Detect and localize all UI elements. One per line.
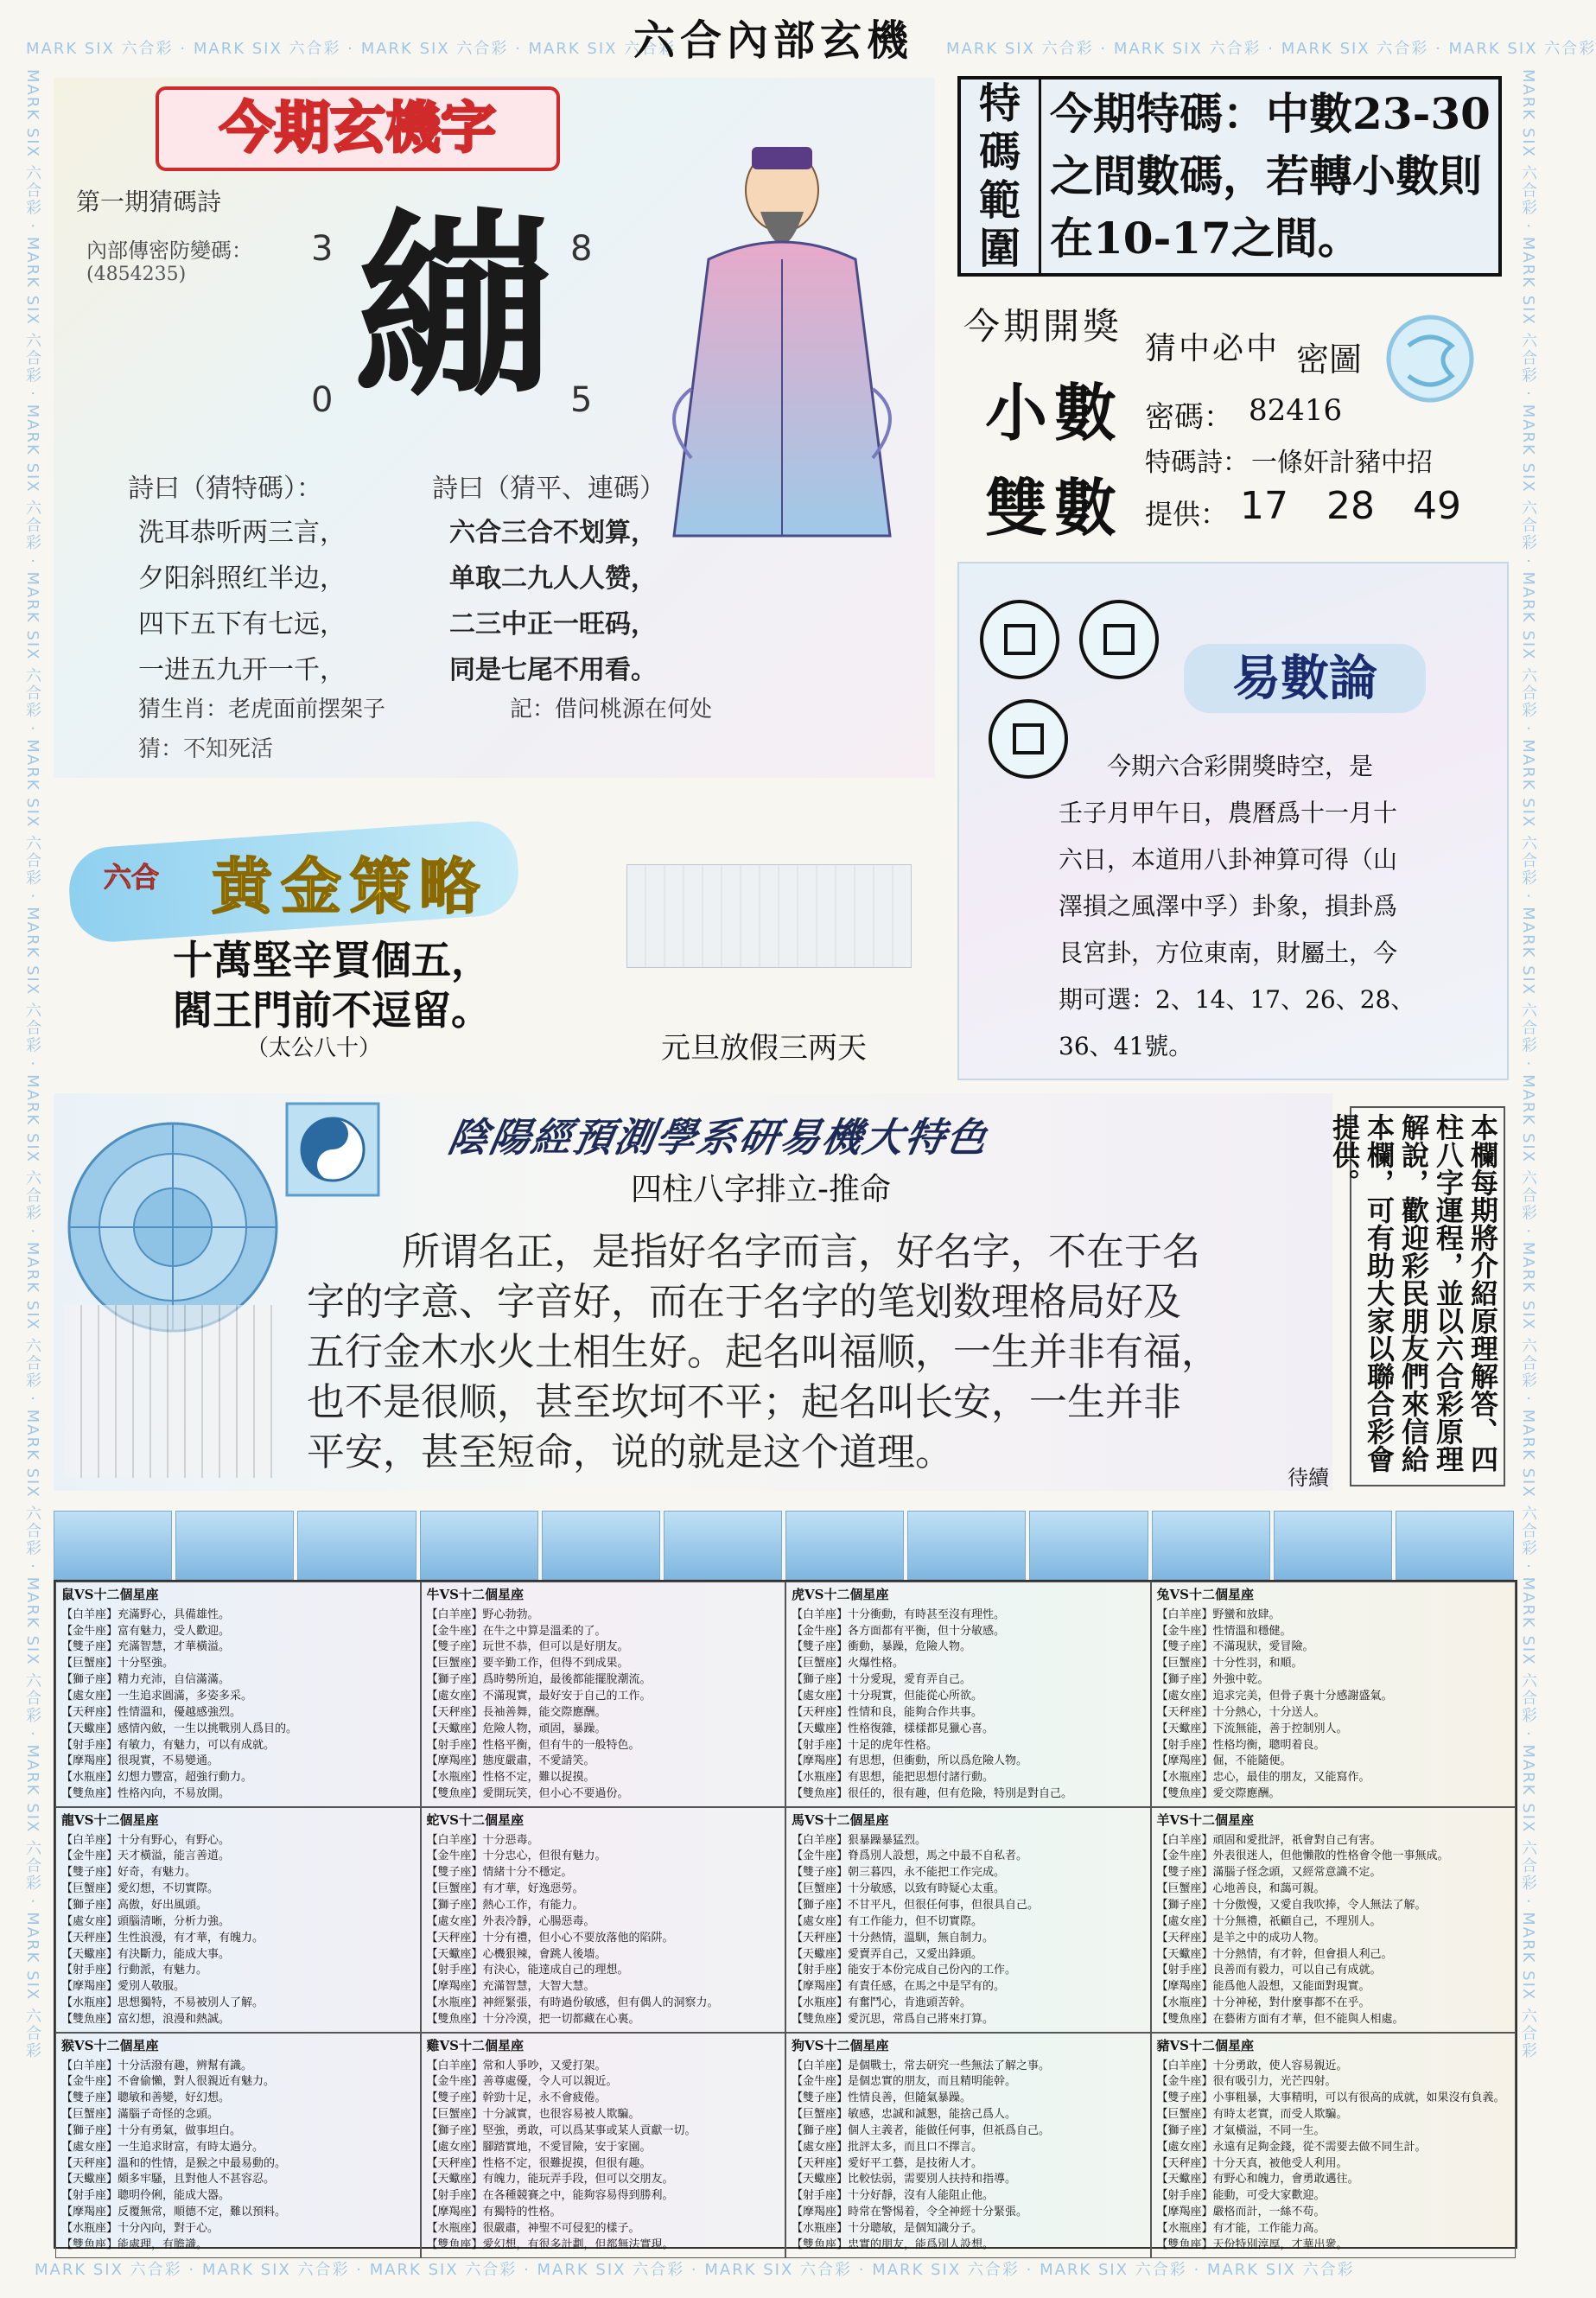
label-char: 特 xyxy=(978,80,1021,128)
cell-line: 【雙子座】充滿智慧，才華橫溢。 xyxy=(61,1640,231,1654)
cell-line: 【雙魚座】愛沉思，常爲自己將來打算。 xyxy=(792,2012,995,2026)
poem-header-left: 詩曰（猜特碼）： xyxy=(128,474,322,504)
corner-digit-bl: 0 xyxy=(311,380,334,420)
cell-line: 【天蠍座】比較怯弱，需要別人扶持和指導。 xyxy=(792,2173,1017,2187)
code-note: 內部傳密防變碼： xyxy=(86,239,252,263)
cell-line: 【處女座】一生追求圓滿，多姿多采。 xyxy=(61,1689,253,1703)
corner-digit-tr: 8 xyxy=(570,229,593,269)
cell-line: 【雙魚座】性格內向，不易放開。 xyxy=(61,1787,231,1801)
watermark-top: MARK SIX 六合彩 · MARK SIX 六合彩 · MARK SIX 六合彩 · MARK SIX 六合彩 xyxy=(26,40,677,58)
cell-line: 【射手座】在各種競賽之中，能夠容易得到勝利。 xyxy=(426,2189,674,2203)
cell-line: 【巨蟹座】十分堅強。 xyxy=(61,1657,175,1671)
golden-badge: 六合 xyxy=(104,861,160,894)
cell-line: 【白羊座】狠暴躁暴猛烈。 xyxy=(792,1833,927,1847)
libra-icon xyxy=(785,1511,904,1580)
cell-line: 【天秤座】性格不定，很難捉摸，但很有趣。 xyxy=(426,2156,652,2170)
cell-line: 【天蠍座】心機狠辣，會跳人後墻。 xyxy=(426,1947,607,1961)
poem-left xyxy=(138,510,346,693)
cell-line: 【射手座】性格平衡，但有牛的一般特色。 xyxy=(426,1738,640,1752)
cell-line: 【摩羯座】有獨特的性格。 xyxy=(426,2206,562,2219)
cell-line: 【雙魚座】富幻想，浪漫和熱誠。 xyxy=(61,2012,231,2026)
yishu-title: 易數論 xyxy=(1184,644,1426,713)
cell-line: 【白羊座】頑固和愛批評，祇會對自己有害。 xyxy=(1156,1833,1382,1847)
cell-line: 【巨蟹座】火爆性格。 xyxy=(792,1657,905,1671)
cell-line: 【金牛座】外表很迷人，但他懶散的性格會令他一事無成。 xyxy=(1156,1849,1449,1863)
cell-title: 狗VS十二個星座 xyxy=(792,2037,889,2053)
cell-line: 【巨蟹座】滿腦子奇怪的念頭。 xyxy=(61,2108,219,2122)
cell-line: 【雙魚座】忠實的朋友，能爲別人設想。 xyxy=(792,2238,995,2251)
provide-label: 提供： xyxy=(1145,498,1229,531)
yishu-line: 六日，本道用八卦神算可得（山 xyxy=(1059,845,1398,874)
cell-line: 【白羊座】充滿野心，具備雄性。 xyxy=(61,1607,231,1621)
cell-title: 蛇VS十二個星座 xyxy=(426,1811,524,1828)
cell-line: 【天秤座】性情和良，能夠合作共事。 xyxy=(792,1705,983,1719)
cell-line: 【摩羯座】很現實，不易變通。 xyxy=(61,1754,219,1768)
cell-line: 【巨蟹座】敏感，忠誠和誠懇，能捨己爲人。 xyxy=(792,2108,1017,2122)
golden-title: 黄金策略 xyxy=(212,850,488,922)
deity-illustration xyxy=(639,130,925,544)
cell-line: 【金牛座】富有魅力，受人歡迎。 xyxy=(61,1624,231,1638)
mystery-character: 繃 xyxy=(354,190,554,423)
cell-line: 【射手座】十分好靜，沒有人能阻止他。 xyxy=(792,2189,995,2203)
cell-line: 【摩羯座】愛別人敬服。 xyxy=(61,1980,186,1994)
cell-line: 【天秤座】是羊之中的成功人物。 xyxy=(1156,1931,1326,1945)
cell-line: 【雙魚座】能處理，有膽識。 xyxy=(61,2238,208,2251)
yishu-line: 壬子月甲午日，農曆爲十一月十 xyxy=(1059,799,1398,827)
provide-number: 28 xyxy=(1326,484,1375,528)
cell-line: 【白羊座】是個戰士，常去研究一些無法了解之事。 xyxy=(792,2059,1051,2072)
zodiac-cell-goat xyxy=(1151,1807,1517,2033)
cell-title: 羊VS十二個星座 xyxy=(1156,1811,1254,1828)
feature-body xyxy=(307,1227,1322,1478)
zodiac-cell-ox xyxy=(421,1582,786,1807)
corner-digit-br: 5 xyxy=(570,380,593,420)
yishu-line: 期可選：2、14、17、26、28、 xyxy=(1059,985,1415,1014)
cell-line: 【處女座】不滿現實，最好安于自己的工作。 xyxy=(426,1689,652,1703)
cell-line: 【雙子座】玩世不恭，但可以是好朋友。 xyxy=(426,1640,629,1654)
zodiac-cell-dog xyxy=(785,2033,1151,2258)
cell-line: 【獅子座】十分有勇氣，做事坦白。 xyxy=(61,2123,242,2137)
cell-line: 【水瓶座】思想獨特，不易被別人了解。 xyxy=(61,1996,264,2010)
zodiac-cell-horse xyxy=(785,1807,1151,2033)
zodiac-cell-rat xyxy=(55,1582,421,1807)
cell-line: 【巨蟹座】心地善良，和藹可親。 xyxy=(1156,1882,1326,1896)
label-char: 碼 xyxy=(978,128,1021,176)
cell-line: 【雙子座】性情良善，但隨氣暴躁。 xyxy=(792,2091,972,2105)
cell-line: 【射手座】十足的虎年性格。 xyxy=(792,1738,938,1752)
cell-line: 【獅子座】十分傲慢，又愛自我吹捧，令人無法了解。 xyxy=(1156,1899,1427,1912)
gemini-icon xyxy=(297,1511,416,1580)
cell-line: 【雙子座】滿腦子怪念頭，又經常意識不定。 xyxy=(1156,1866,1382,1880)
special-line: 在10-17之間。 xyxy=(1050,213,1361,264)
cell-line: 【獅子座】個人主義者，能做任何事，但祇爲自己。 xyxy=(792,2123,1051,2137)
cell-line: 【巨蟹座】要辛勤工作，但得不到成果。 xyxy=(426,1657,629,1671)
cell-line: 【金牛座】很有吸引力，光芒四射。 xyxy=(1156,2075,1337,2089)
label-char: 範 xyxy=(978,176,1021,225)
watermark-right: MARK SIX 六合彩 · MARK SIX 六合彩 · MARK SIX 六合彩 · MARK SIX 六合彩 · MARK SIX 六合彩 · MARK SIX 六合彩 · MARK SIX 六合彩 · MARK SIX 六合彩 · MARK SIX 六合彩 · MARK SIX 六合彩 · MARK SIX 六合彩 · MARK SIX 六合彩 xyxy=(1519,69,1537,2059)
cell-line: 【水瓶座】十分神秘，對什麼事都不在乎。 xyxy=(1156,1996,1370,2010)
cell-line: 【雙子座】朝三暮四，永不能把工作完成。 xyxy=(792,1866,1006,1880)
draw-caption: 猜中必中 xyxy=(1145,331,1281,366)
cell-line: 【天秤座】十分有禮，但小心不要放落他的陷阱。 xyxy=(426,1931,674,1945)
cell-line: 【雙魚座】愛幻想，有很多計劃，但都無法實現。 xyxy=(426,2238,674,2251)
cell-line: 【天蠍座】性格復雜，樣樣都見獵心喜。 xyxy=(792,1722,995,1735)
cell-line: 【雙子座】聰敏和善變，好幻想。 xyxy=(61,2091,231,2105)
cell-line: 【水瓶座】忠心，最佳的朋友，又能寫作。 xyxy=(1156,1771,1370,1785)
cell-line: 【金牛座】天才橫溢，能言善道。 xyxy=(61,1849,231,1863)
yishu-text xyxy=(1059,743,1495,1070)
cell-line: 【天秤座】溫和的性情，是猴之中最易動的。 xyxy=(61,2156,287,2170)
zodiac-cell-rabbit xyxy=(1151,1582,1517,1807)
cell-line: 【水瓶座】十分聰敏，是個知識分子。 xyxy=(792,2221,983,2235)
cell-line: 【摩羯座】有思想，但衝動，所以爲危險人物。 xyxy=(792,1754,1028,1768)
cell-line: 【天秤座】長袖善舞，能交際應酬。 xyxy=(426,1705,607,1719)
shengxiao-hint: 猜生肖：老虎面前摆架子 xyxy=(138,697,386,723)
cell-line: 【水瓶座】幻想力豐富，超強行動力。 xyxy=(61,1771,253,1785)
special-poem-label: 特碼詩： xyxy=(1145,448,1249,478)
scorpio-icon xyxy=(907,1511,1026,1580)
special-range-text xyxy=(1050,83,1495,270)
provide-number: 17 xyxy=(1240,484,1288,528)
zodiac-cell-tiger xyxy=(785,1582,1151,1807)
cell-line: 【天蠍座】十分熱情，有才幹，但會損人利己。 xyxy=(1156,1947,1393,1961)
special-poem-value: 一條奸計豬中招 xyxy=(1251,448,1433,478)
cell-line: 【白羊座】十分勇敢，使人容易親近。 xyxy=(1156,2059,1348,2072)
poem-line: 单取二九人人赞， xyxy=(449,563,657,594)
capricorn-icon xyxy=(1152,1511,1270,1580)
cell-line: 【處女座】追求完美，但骨子裏十分感謝盛氣。 xyxy=(1156,1689,1393,1703)
draw-small: 小數 xyxy=(985,376,1124,449)
cell-line: 【雙魚座】很任的，很有趣，但有危險，特別是對自己。 xyxy=(792,1787,1073,1801)
cell-title: 猴VS十二個星座 xyxy=(61,2037,159,2053)
cell-line: 【金牛座】性情溫和穩健。 xyxy=(1156,1624,1292,1638)
zodiac-icon-strip xyxy=(54,1511,1514,1580)
seal-stamp-icon xyxy=(1383,311,1478,406)
special-range-label xyxy=(961,80,1041,273)
cell-title: 鼠VS十二個星座 xyxy=(61,1587,159,1602)
cell-line: 【白羊座】野蠻和放肆。 xyxy=(1156,1607,1281,1621)
cell-line: 【獅子座】十分愛現，愛育弄自己。 xyxy=(792,1673,972,1687)
cell-line: 【天秤座】十分熱心，十分送人。 xyxy=(1156,1705,1326,1719)
cell-line: 【獅子座】精力充沛，自信滿滿。 xyxy=(61,1673,231,1687)
aquarius-icon xyxy=(1274,1511,1392,1580)
sagittarius-icon xyxy=(1029,1511,1148,1580)
cell-line: 【金牛座】各方面都有平衡，但十分敏感。 xyxy=(792,1624,1006,1638)
feature-line: 字的字意、字音好，而在于名字的笔划数理格局好及 xyxy=(307,1280,1181,1324)
cell-line: 【處女座】十分無禮，祇顧自己，不理別人。 xyxy=(1156,1914,1382,1928)
cell-line: 【摩羯座】有責任感，在馬之中是罕有的。 xyxy=(792,1980,1006,1994)
draw-caption-2: 密圖 xyxy=(1296,341,1363,379)
cell-line: 【射手座】有敏力，有魅力，可以有成就。 xyxy=(61,1738,276,1752)
code-value: 82416 xyxy=(1249,393,1343,428)
cell-line: 【雙魚座】天份特別淳厚，才華出衆。 xyxy=(1156,2238,1348,2251)
cell-line: 【天蠍座】頗多牢騷，且對他人不甚容忍。 xyxy=(61,2173,276,2187)
cell-line: 【雙子座】情緒十分不穩定。 xyxy=(426,1866,573,1880)
label-char: 圍 xyxy=(978,225,1021,273)
cell-line: 【水瓶座】有思想，能把思想付諸行動。 xyxy=(792,1771,995,1785)
poem-header-right: 詩曰（猜平、連碼） xyxy=(432,474,665,504)
cell-line: 【金牛座】是個忠實的朋友，而且精明能幹。 xyxy=(792,2075,1017,2089)
cell-line: 【天秤座】性情溫和，優越感強烈。 xyxy=(61,1705,242,1719)
cell-line: 【獅子座】才氣橫溢，不同一生。 xyxy=(1156,2123,1326,2137)
cell-line: 【摩羯座】充滿智慧，大智大慧。 xyxy=(426,1980,595,1994)
cell-line: 【金牛座】不會偷懶，對人很親近有魅力。 xyxy=(61,2075,276,2089)
watermark-top-right: MARK SIX 六合彩 · MARK SIX 六合彩 · MARK SIX 六合彩 · MARK SIX 六合彩 xyxy=(946,40,1596,58)
taurus-icon xyxy=(175,1511,294,1580)
cell-line: 【摩羯座】倔，不能隨便。 xyxy=(1156,1754,1292,1768)
cell-line: 【巨蟹座】有時太老實，而受人欺騙。 xyxy=(1156,2108,1348,2122)
cell-line: 【天蠍座】下流無能，善于控制別人。 xyxy=(1156,1722,1348,1735)
yishu-line: 艮宮卦，方位東南，財屬土，今 xyxy=(1059,939,1398,967)
poem-line: 洗耳恭听两三言， xyxy=(138,518,346,548)
cancer-icon xyxy=(420,1511,538,1580)
cell-title: 龍VS十二個星座 xyxy=(61,1811,159,1828)
cell-line: 【射手座】能動，可受大家歡迎。 xyxy=(1156,2189,1326,2203)
cell-line: 【天蠍座】有野心和魄力，會勇敢邁往。 xyxy=(1156,2173,1359,2187)
zodiac-grid xyxy=(54,1580,1517,2249)
poem-subtitle: 第一期猜碼詩 xyxy=(76,188,222,216)
poem-right xyxy=(449,510,657,693)
feature-title: 陰陽經預測學系研易機大特色 xyxy=(444,1114,993,1161)
cell-line: 【白羊座】十分活潑有趣，辨幫有識。 xyxy=(61,2059,253,2072)
cell-line: 【雙子座】小事粗暴，大事精明，可以有很高的成就，如果沒有負義。 xyxy=(1156,2091,1505,2105)
draw-title: 今期開獎 xyxy=(963,305,1123,347)
cell-line: 【金牛座】在牛之中算是溫柔的了。 xyxy=(426,1624,607,1638)
poem-line: 一进五九开一千， xyxy=(138,655,346,685)
draw-double: 雙數 xyxy=(985,471,1124,544)
feature-line: 平安，甚至短命，说的就是这个道理。 xyxy=(307,1430,953,1474)
yishu-line: 36、41號。 xyxy=(1059,1032,1193,1060)
cell-line: 【射手座】有決心，能達成自己的理想。 xyxy=(426,1964,629,1977)
zodiac-cell-snake xyxy=(421,1807,786,2033)
cell-title: 馬VS十二個星座 xyxy=(792,1811,889,1828)
cell-line: 【雙魚座】愛開玩笑，但小心不要過份。 xyxy=(426,1787,629,1801)
cell-line: 【射手座】良善而有毅力，可以自己有成就。 xyxy=(1156,1964,1382,1977)
middle-caption: 元旦放假三两天 xyxy=(661,1031,867,1066)
cell-line: 【水瓶座】神經緊張，有時過份敏感，但有偶人的洞察力。 xyxy=(426,1996,719,2010)
cell-line: 【天蠍座】有魄力，能玩弄手段，但可以交朋友。 xyxy=(426,2173,674,2187)
cell-line: 【射手座】性格均衡，聰明着良。 xyxy=(1156,1738,1326,1752)
poem-line: 四下五下有七远， xyxy=(138,609,346,640)
zodiac-cell-pig xyxy=(1151,2033,1517,2258)
cell-line: 【獅子座】外強中乾。 xyxy=(1156,1673,1269,1687)
cell-line: 【天秤座】十分天真，被他受人利用。 xyxy=(1156,2156,1348,2170)
cell-line: 【處女座】腳踏實地，不愛冒險，安于家園。 xyxy=(426,2140,652,2154)
feature-line: 所谓名正，是指好名字而言，好名字，不在于名 xyxy=(402,1230,1200,1274)
pisces-icon xyxy=(1396,1511,1514,1580)
cell-line: 【射手座】行動派，有魅力。 xyxy=(61,1964,208,1977)
cell-line: 【摩羯座】能爲他人設想，又能面對現實。 xyxy=(1156,1980,1370,1994)
zodiac-cell-dragon xyxy=(55,1807,421,2033)
cell-line: 【巨蟹座】有才華，好逸惡勞。 xyxy=(426,1882,584,1896)
watermark-left: MARK SIX 六合彩 · MARK SIX 六合彩 · MARK SIX 六合彩 · MARK SIX 六合彩 · MARK SIX 六合彩 · MARK SIX 六合彩 · MARK SIX 六合彩 · MARK SIX 六合彩 · MARK SIX 六合彩 · MARK SIX 六合彩 · MARK SIX 六合彩 · MARK SIX 六合彩 xyxy=(23,69,41,2059)
cell-line: 【白羊座】十分衝動，有時甚至沒有理性。 xyxy=(792,1607,1006,1621)
cell-title: 雞VS十二個星座 xyxy=(426,2037,524,2053)
special-line: 之間數碼，若轉小數則 xyxy=(1050,150,1482,201)
code-label: 密碼： xyxy=(1145,400,1233,435)
cell-title: 兔VS十二個星座 xyxy=(1156,1587,1254,1602)
cell-line: 【水瓶座】很嚴肅，神聖不可侵犯的樣子。 xyxy=(426,2221,640,2235)
cell-line: 【巨蟹座】十分敏感，以致有時疑心太重。 xyxy=(792,1882,1006,1896)
cell-line: 【天秤座】生性浪漫，有才華，有魄力。 xyxy=(61,1931,264,1945)
leo-icon xyxy=(542,1511,660,1580)
cell-line: 【處女座】十分現實，但能從心所欲。 xyxy=(792,1689,983,1703)
cell-line: 【雙子座】衝動，暴躁，危險人物。 xyxy=(792,1640,972,1654)
poem-line: 二三中正一旺码， xyxy=(449,609,657,640)
cell-line: 【天蠍座】有決斷力，能成大事。 xyxy=(61,1947,231,1961)
yishu-line: 今期六合彩開獎時空，是 xyxy=(1107,752,1374,780)
golden-line-2: 閻王門前不逗留。 xyxy=(173,987,491,1034)
cell-line: 【金牛座】善尊處優，令人可以親近。 xyxy=(426,2075,618,2089)
cell-line: 【天蠍座】感情內斂，一生以挑戰別人爲目的。 xyxy=(61,1722,298,1735)
poem-line: 夕阳斜照红半边， xyxy=(138,563,346,594)
cell-title: 豬VS十二個星座 xyxy=(1156,2037,1254,2053)
coin-icon xyxy=(976,596,1063,683)
zodiac-cell-rooster xyxy=(421,2033,786,2258)
cell-line: 【雙魚座】愛交際應酬。 xyxy=(1156,1787,1281,1801)
cell-line: 【水瓶座】有才能，工作能力高。 xyxy=(1156,2221,1326,2235)
cell-line: 【處女座】永遠有足夠金錢，從不需要去做不同生計。 xyxy=(1156,2140,1427,2154)
cell-line: 【巨蟹座】十分性羽，和順。 xyxy=(1156,1657,1303,1671)
cell-line: 【射手座】聰明伶俐，能成大器。 xyxy=(61,2189,231,2203)
faded-table xyxy=(626,864,912,968)
feature-line: 也不是很顺，甚至坎坷不平；起名叫长安，一生并非 xyxy=(307,1380,1181,1424)
cell-line: 【水瓶座】有奮鬥心，肯進頭苦幹。 xyxy=(792,1996,972,2010)
cell-title: 牛VS十二個星座 xyxy=(426,1587,524,1602)
cell-line: 【天秤座】十分熱情，溫馴，無自制力。 xyxy=(792,1931,995,1945)
corner-digit-tl: 3 xyxy=(311,229,334,269)
provide-number: 49 xyxy=(1413,484,1461,528)
cell-line: 【白羊座】十分有野心，有野心。 xyxy=(61,1833,231,1847)
cell-line: 【獅子座】爲時勢所迫，最後都能擺脫潮流。 xyxy=(426,1673,652,1687)
cell-line: 【雙魚座】在藝術方面有才華，但不能與人相處。 xyxy=(1156,2012,1404,2026)
cell-line: 【射手座】能安于本份完成自己份內的工作。 xyxy=(792,1964,1017,1977)
faded-column-text xyxy=(65,1305,272,1478)
cell-line: 【金牛座】脊爲別人設想，馬之中最不自私者。 xyxy=(792,1849,1028,1863)
cell-line: 【巨蟹座】十分誠實，也很容易被人欺騙。 xyxy=(426,2108,640,2122)
page-title: 六合內部玄機 xyxy=(633,16,913,65)
continued-label: 待續 xyxy=(1288,1466,1329,1490)
cell-line: 【天蠍座】愛賣弄自己，又愛出鋒頭。 xyxy=(792,1947,983,1961)
cell-line: 【金牛座】十分忠心，但很有魅力。 xyxy=(426,1849,607,1863)
cell-line: 【天蠍座】危險人物，頑固，暴躁。 xyxy=(426,1722,607,1735)
cell-title: 虎VS十二個星座 xyxy=(792,1587,889,1602)
cell-line: 【處女座】一生追求財富，有時太過分。 xyxy=(61,2140,264,2154)
cell-line: 【處女座】外表冷靜，心腸惡毒。 xyxy=(426,1914,595,1928)
cell-line: 【白羊座】野心勃勃。 xyxy=(426,1607,539,1621)
cell-line: 【獅子座】高傲，好出風頭。 xyxy=(61,1899,208,1912)
cell-line: 【獅子座】堅強，勇敢，可以爲某事或某人貢獻一切。 xyxy=(426,2123,696,2137)
cell-line: 【水瓶座】性格不定，難以捉摸。 xyxy=(426,1771,595,1785)
feature-subtitle: 四柱八字排立-推命 xyxy=(631,1172,891,1207)
special-line: 今期特碼：中數23-30 xyxy=(1050,88,1491,139)
cell-line: 【獅子座】熱心工作，有能力。 xyxy=(426,1899,584,1912)
coin-icon xyxy=(1076,596,1162,683)
cell-line: 【雙子座】好奇，有魅力。 xyxy=(61,1866,197,1880)
poem-line: 六合三合不划算， xyxy=(449,518,657,548)
zodiac-cell-monkey xyxy=(55,2033,421,2258)
cell-line: 【摩羯座】態度嚴肅，不愛請笑。 xyxy=(426,1754,595,1768)
cell-line: 【處女座】批評太多，而且口不擇言。 xyxy=(792,2140,983,2154)
code-note-digits: (4854235) xyxy=(86,264,187,285)
cell-line: 【處女座】頭腦清晰，分析力強。 xyxy=(61,1914,231,1928)
side-column-text: 本欄每期將介紹原理解答、四柱八字運程，並以六合彩原理解說，歡迎彩民朋友們來信給本欄，可有助大家以聯合彩會提供。 xyxy=(1328,1113,1499,1473)
poem-line: 同是七尾不用看。 xyxy=(449,655,657,685)
cell-line: 【摩羯座】反覆無常，順德不定，難以預料。 xyxy=(61,2206,287,2219)
watermark-bottom: MARK SIX 六合彩 · MARK SIX 六合彩 · MARK SIX 六合彩 · MARK SIX 六合彩 · MARK SIX 六合彩 · MARK SIX 六合彩 · MARK SIX 六合彩 · MARK SIX 六合彩 xyxy=(35,2261,1355,2279)
taiji-icon xyxy=(285,1102,380,1197)
feature-line: 五行金木水火土相生好。起名叫福顺，一生并非有福， xyxy=(307,1330,1219,1374)
cell-line: 【白羊座】常和人爭吵，又愛打架。 xyxy=(426,2059,607,2072)
golden-sign: （太公八十） xyxy=(246,1035,382,1061)
virgo-icon xyxy=(664,1511,782,1580)
stamp-title: 今期玄機字 xyxy=(156,86,560,171)
cell-line: 【雙魚座】十分冷漠，把一切都藏在心裏。 xyxy=(426,2012,640,2026)
cai-hint: 猜：不知死活 xyxy=(138,736,274,762)
golden-line-1: 十萬堅辛買個五， xyxy=(173,937,491,983)
cell-line: 【摩羯座】時常在警惕着，令全神經十分緊張。 xyxy=(792,2206,1028,2219)
cell-line: 【巨蟹座】愛幻想，不切實際。 xyxy=(61,1882,219,1896)
cell-line: 【水瓶座】十分內向，對于心。 xyxy=(61,2221,219,2235)
cell-line: 【雙子座】不滿現狀，愛冒險。 xyxy=(1156,1640,1314,1654)
cell-line: 【處女座】有工作能力，但不切實際。 xyxy=(792,1914,983,1928)
aries-icon xyxy=(54,1511,172,1580)
cell-line: 【獅子座】不甘平凡，但很任何事，但很具自己。 xyxy=(792,1899,1040,1912)
yishu-line: 澤損之風澤中孚）卦象，損卦爲 xyxy=(1059,892,1398,920)
cell-line: 【摩羯座】嚴格而計，一絲不苟。 xyxy=(1156,2206,1326,2219)
cell-line: 【白羊座】十分惡毒。 xyxy=(426,1833,539,1847)
ji-hint: 記：借问桃源在何处 xyxy=(510,697,713,723)
cell-line: 【天秤座】愛好平工藝，是技術人才。 xyxy=(792,2156,983,2170)
cell-line: 【雙子座】幹勁十足，永不會疲倦。 xyxy=(426,2091,607,2105)
